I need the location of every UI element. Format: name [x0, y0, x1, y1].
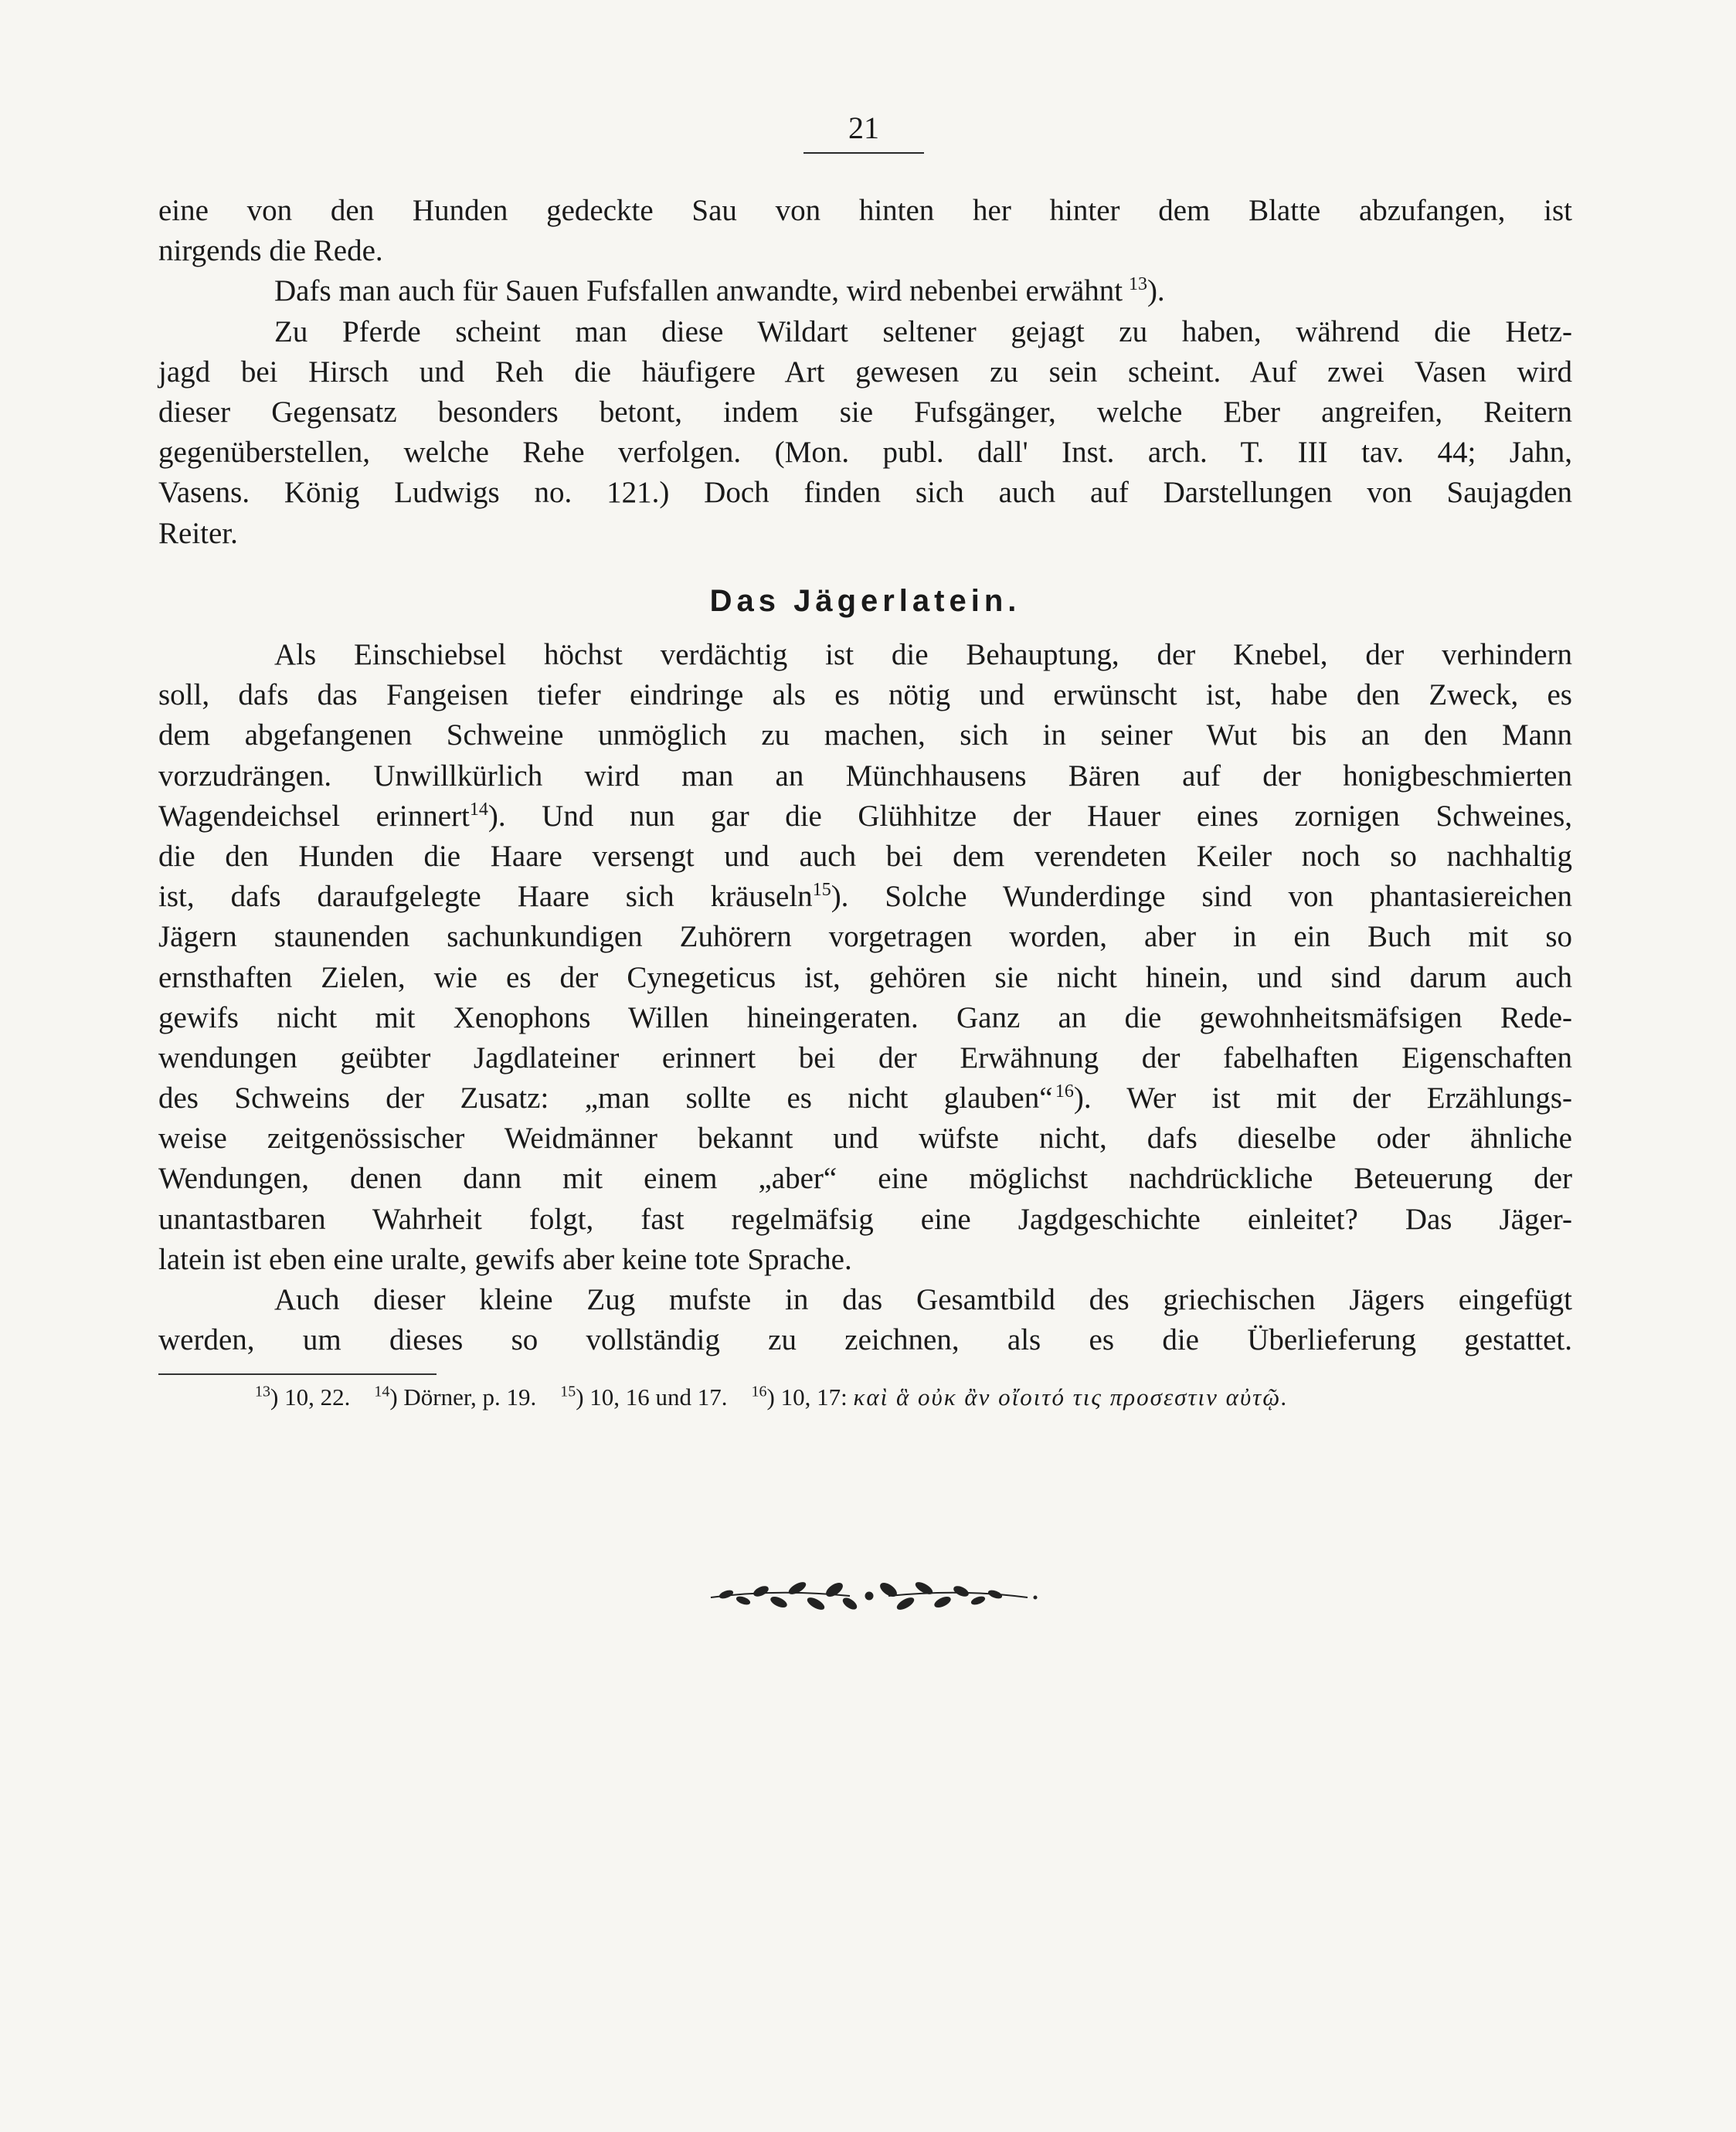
footnote-ref-16: 16 [1055, 1081, 1074, 1102]
text-line: ist, dafs daraufgelegte Haare sich kräuseln$^{15}$). Solche Wunderdinge sind von phantasiereichen [158, 880, 1572, 914]
text-line: ernsthaften Zielen, wie es der Cynegeticus ist, gehören sie nicht hinein, und sind darum auch [158, 960, 1572, 994]
paragraph-top [158, 191, 1572, 554]
text-line: Jägern staunenden sachunkundigen Zuhörern vorgetragen worden, aber in ein Buch mit so [158, 920, 1572, 954]
text-line: die den Hunden die Haare versengt und auch bei dem verendeten Keiler noch so nachhaltig [158, 839, 1572, 873]
footnote-16: $^{16}$) 10, 17: καὶ ἃ οὐκ ἂν οἴοιτό τις προσεστιν αὐτῷ. [751, 1383, 1289, 1411]
text-line: soll, dafs das Fangeisen tiefer eindringe als es nötig und erwünscht ist, habe den Zweck, es [158, 678, 1572, 712]
page-number: 21 [848, 110, 879, 145]
text-line: Reiter. [158, 516, 238, 550]
text-line: Dafs man auch für Sauen Fufsfallen anwandte, wird nebenbei erwähnt $^{13}$). [274, 274, 1165, 308]
text-line: wendungen geübter Jagdlateiner erinnert bei der Erwähnung der fabelhaften Eigenschaften [158, 1041, 1572, 1074]
text-line: jagd bei Hirsch und Reh die häufigere Art gewesen zu sein scheint. Auf zwei Vasen wird [158, 355, 1572, 389]
text-line: Wagendeichsel erinnert$^{14}$). Und nun gar die Glühhitze der Hauer eines zornigen Schweines, [158, 799, 1573, 833]
text-line: eine von den Hunden gedeckte Sau von hinten her hinter dem Blatte abzufangen, ist [158, 194, 1572, 227]
text-line: unantastbaren Wahrheit folgt, fast regelmäfsig eine Jagdgeschichte einleitet? Das Jäger- [158, 1202, 1572, 1236]
text-line: dem abgefangenen Schweine unmöglich zu machen, sich in seiner Wut bis an den Mann [158, 718, 1572, 752]
footnote-ref-13: 13 [1128, 274, 1147, 295]
text-line: Als Einschiebsel höchst verdächtig ist die Behauptung, der Knebel, der verhindern [274, 638, 1572, 671]
footnote-14: $^{14}$) Dörner, p. 19. [374, 1383, 537, 1411]
floral-vignette-icon [695, 1568, 1043, 1622]
text-line: Vasens. König Ludwigs no. 121.) Doch finden sich auch auf Darstellungen von Saujagden [158, 476, 1572, 510]
text-line: dieser Gegensatz besonders betont, indem sie Fufsgänger, welche Eber angreifen, Reitern [158, 395, 1572, 429]
text-line: latein ist eben eine uralte, gewifs aber keine tote Sprache. [158, 1242, 852, 1276]
text-line: Wendungen, denen dann mit einem „aber“ eine möglichst nachdrückliche Beteuerung der [158, 1162, 1572, 1196]
paragraph-main [158, 635, 1572, 1360]
footnotes [255, 1380, 1584, 1414]
footnote-ref-14: 14 [469, 799, 488, 820]
footnote-ref-15: 15 [812, 880, 831, 901]
text-line: gewifs nicht mit Xenophons Willen hineingeraten. Ganz an die gewohnheitsmäfsigen Rede- [158, 1000, 1572, 1034]
footnote-15: $^{15}$) 10, 16 und 17. [560, 1383, 728, 1411]
text-line: nirgends die Rede. [158, 234, 383, 268]
footnote-13: $^{13}$) 10, 22. [255, 1383, 351, 1411]
text-line: weise zeitgenössischer Weidmänner bekannt und wüfste nicht, dafs dieselbe oder ähnliche [158, 1122, 1572, 1156]
text-line: vorzudrängen. Unwillkürlich wird man an Münchhausens Bären auf der honigbeschmierten [158, 759, 1572, 793]
greek-quotation: καὶ ἃ οὐκ ἂν οἴοιτό τις προσεστιν αὐτῷ. [853, 1383, 1289, 1411]
text-line: des Schweins der Zusatz: „man sollte es nicht glauben“ $^{16}$). Wer ist mit der Erzählungs- [158, 1081, 1572, 1115]
text-line: Zu Pferde scheint man diese Wildart seltener gejagt zu haben, während die Hetz- [274, 314, 1572, 348]
page-number-rule [803, 152, 924, 154]
section-heading: Das Jägerlatein. [709, 584, 1021, 618]
text-line: Auch dieser kleine Zug mufste in das Gesamtbild des griechischen Jägers eingefügt [274, 1283, 1572, 1316]
text-line: werden, um dieses so vollständig zu zeichnen, als es die Überlieferung gestattet. [158, 1323, 1572, 1357]
text-line: gegenüberstellen, welche Rehe verfolgen. (Mon. publ. dall' Inst. arch. T. III tav. 44; Jahn, [158, 436, 1572, 470]
footnote-rule [158, 1373, 437, 1375]
